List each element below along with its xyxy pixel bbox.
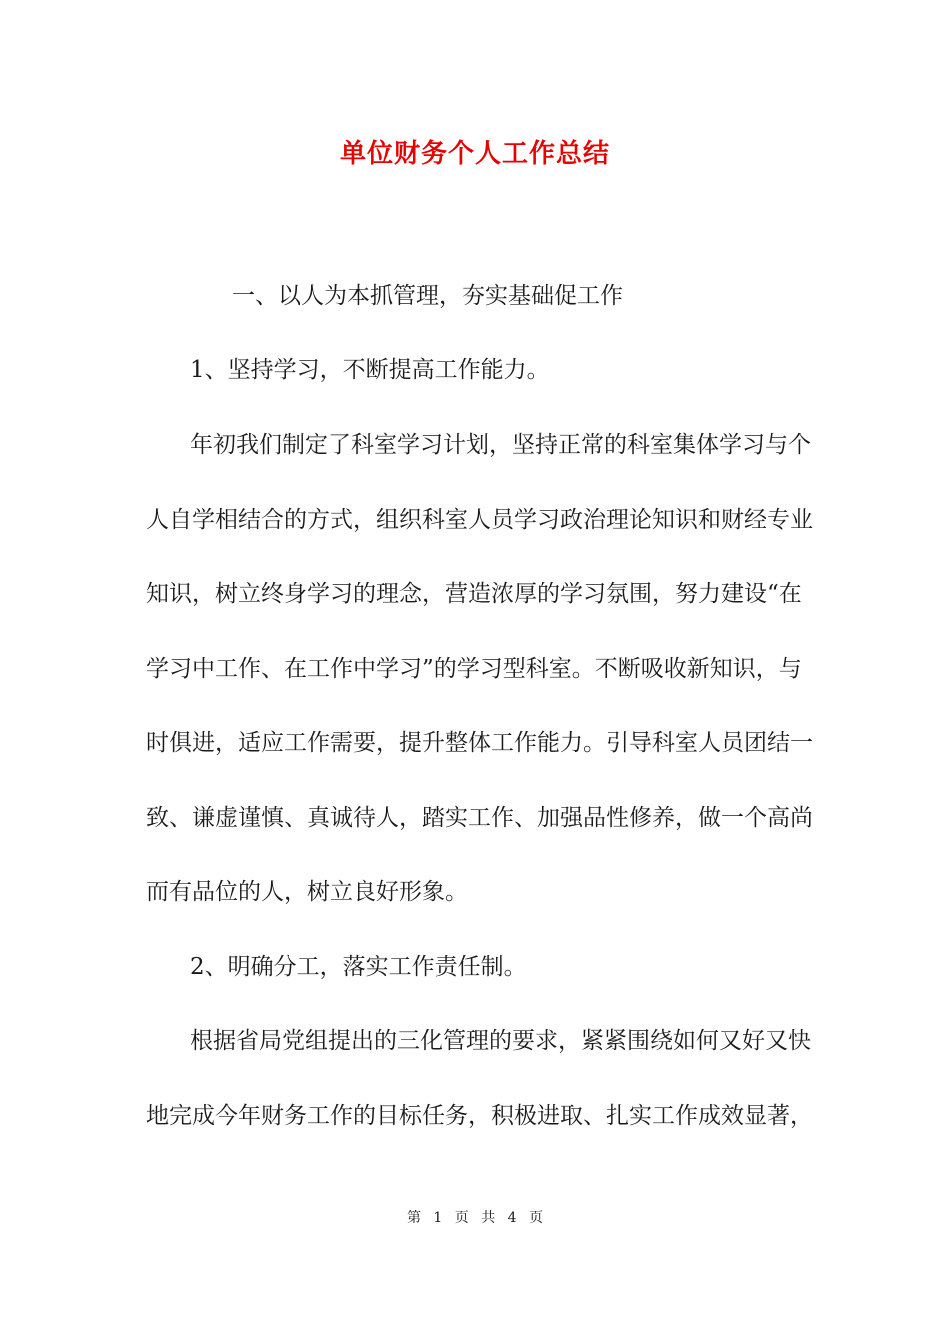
footer-total-prefix: 共: [481, 1210, 496, 1226]
item2-heading: 2、明确分工，落实工作责任制。: [190, 954, 527, 980]
paragraph1-line: 知识，树立终身学习的理念，营造浓厚的学习氛围，努力建设“在: [146, 581, 802, 607]
paragraph1-line: 而有品位的人，树立良好形象。: [146, 879, 468, 905]
paragraph2-line: 地完成今年财务工作的目标任务，积极进取、扎实工作成效显著，: [146, 1103, 813, 1129]
paragraph1-line: 年初我们制定了科室学习计划，坚持正常的科室集体学习与个: [190, 432, 811, 458]
paragraph1-line: 时俱进，适应工作需要，提升整体工作能力。引导科室人员团结一: [146, 730, 813, 756]
paragraph2-line: 根据省局党组提出的三化管理的要求，紧紧围绕如何又好又快: [190, 1028, 811, 1054]
footer-suffix: 页: [529, 1210, 544, 1226]
section-heading: 一、以人为本抓管理，夯实基础促工作: [232, 283, 623, 309]
paragraph1-line: 致、谦虚谨慎、真诚待人，踏实工作、加强品性修养，做一个高尚: [146, 805, 813, 831]
page-footer: [0, 1206, 950, 1230]
paragraph1-line: 学习中工作、在工作中学习”的学习型科室。不断吸收新知识，与: [146, 656, 802, 682]
footer-prefix: 第: [406, 1210, 421, 1226]
footer-page-word: 页: [454, 1210, 469, 1226]
page-title: 单位财务个人工作总结: [339, 139, 610, 169]
item1-heading: 1、坚持学习，不断提高工作能力。: [190, 357, 550, 383]
paragraph1-line: 人自学相结合的方式，组织科室人员学习政治理论知识和财经专业: [146, 507, 813, 533]
footer-current-page: 1: [433, 1210, 443, 1226]
footer-total-pages: 4: [507, 1210, 517, 1226]
